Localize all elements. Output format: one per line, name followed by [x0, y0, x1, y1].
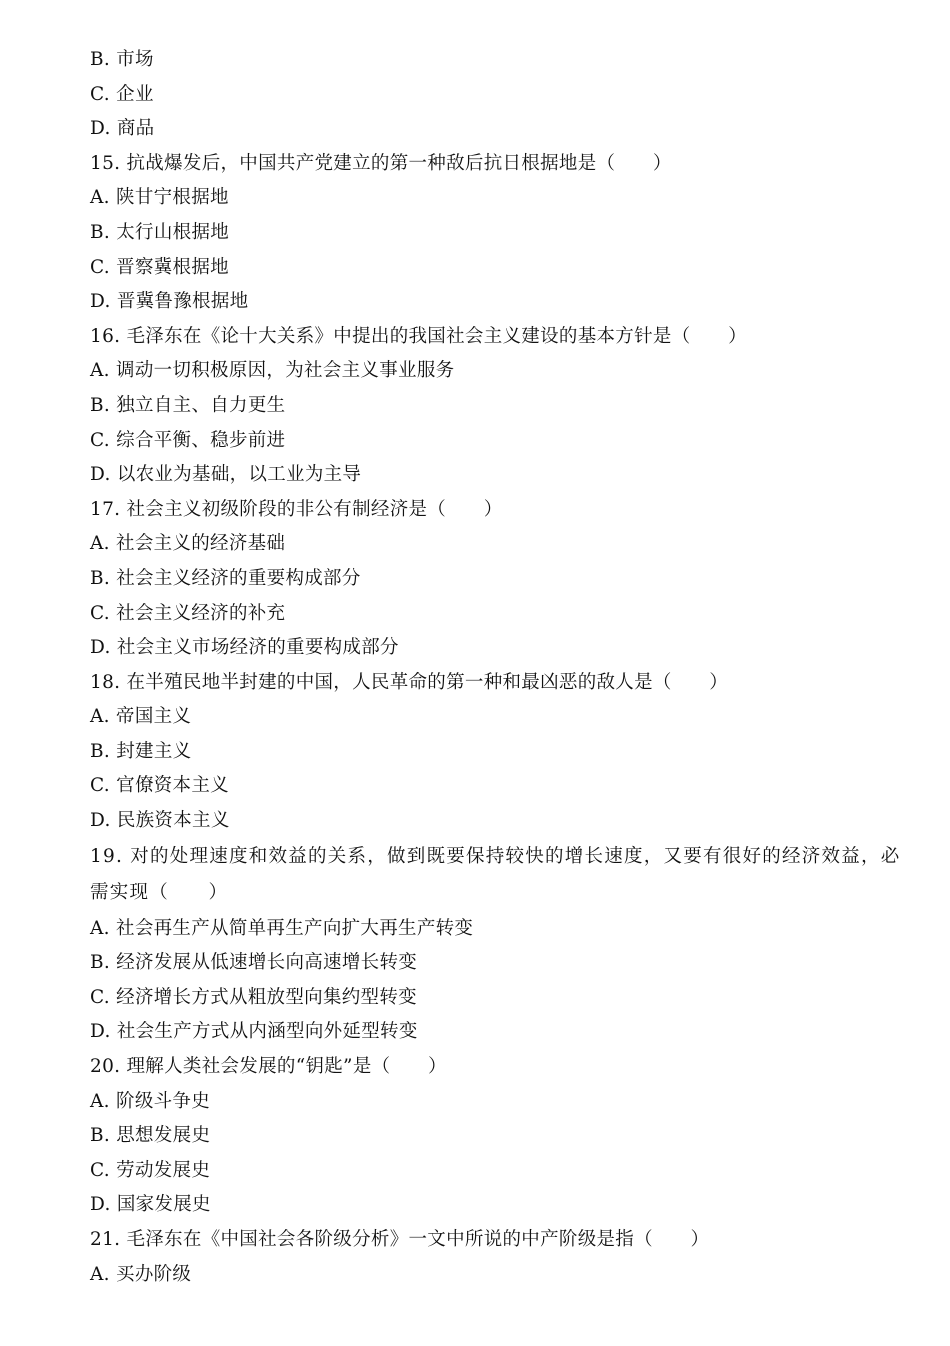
question-stem: 17. 社会主义初级阶段的非公有制经济是（ ） — [90, 498, 503, 520]
answer-option: B. 独立自主、自力更生 — [90, 394, 286, 416]
answer-option: A. 买办阶级 — [90, 1263, 192, 1285]
question-stem: 15. 抗战爆发后，中国共产党建立的第一种敌后抗日根据地是（ ） — [90, 152, 672, 174]
exam-question-list — [90, 43, 912, 1292]
answer-option: A. 社会主义的经济基础 — [90, 533, 286, 555]
question-21 — [90, 1223, 912, 1292]
answer-option: A. 调动一切积极原因，为社会主义事业服务 — [90, 360, 455, 382]
answer-option: A. 阶级斗争史 — [90, 1090, 211, 1112]
question-stem: 20. 理解人类社会发展的“钥匙”是（ ） — [90, 1056, 447, 1078]
option-c-enterprise: C. 企业 — [90, 83, 154, 105]
answer-option: B. 太行山根据地 — [90, 221, 230, 243]
answer-option: B. 社会主义经济的重要构成部分 — [90, 567, 361, 589]
answer-option: B. 经济发展从低速增长向高速增长转变 — [90, 952, 418, 974]
question-19 — [90, 839, 912, 1050]
question-17 — [90, 493, 912, 666]
answer-option: B. 封建主义 — [90, 740, 192, 762]
question-15 — [90, 147, 912, 320]
answer-option: C. 劳动发展史 — [90, 1159, 211, 1181]
question-stem: 18. 在半殖民地半封建的中国，人民革命的第一种和最凶恶的敌人是（ ） — [90, 671, 729, 693]
answer-option: C. 官僚资本主义 — [90, 775, 229, 797]
answer-option: D. 社会生产方式从内涵型向外延型转变 — [90, 1021, 418, 1043]
answer-option: D. 民族资本主义 — [90, 810, 230, 832]
answer-option: C. 晋察冀根据地 — [90, 256, 229, 278]
answer-option: B. 思想发展史 — [90, 1125, 211, 1147]
answer-option: A. 陕甘宁根据地 — [90, 187, 229, 209]
answer-option: D. 国家发展史 — [90, 1194, 211, 1216]
answer-option: A. 帝国主义 — [90, 706, 192, 728]
question-20 — [90, 1050, 912, 1223]
question-stem: 19. 对的处理速度和效益的关系，做到既要保持较快的增长速度，又要有很好的经济效益，必需实现（ ） — [90, 845, 901, 904]
answer-option: C. 社会主义经济的补充 — [90, 602, 286, 624]
question-stem: 21. 毛泽东在《中国社会各阶级分析》一文中所说的中产阶级是指（ ） — [90, 1229, 710, 1250]
answer-option: D. 晋冀鲁豫根据地 — [90, 291, 249, 313]
question-18 — [90, 666, 912, 839]
answer-option: A. 社会再生产从简单再生产向扩大再生产转变 — [90, 917, 474, 939]
answer-option: C. 经济增长方式从粗放型向集约型转变 — [90, 986, 417, 1008]
option-b-market: B. 市场 — [90, 49, 154, 70]
answer-option: D. 以农业为基础，以工业为主导 — [90, 464, 362, 486]
answer-option: C. 综合平衡、稳步前进 — [90, 429, 286, 451]
option-d-commodity: D. 商品 — [90, 118, 155, 140]
answer-option: D. 社会主义市场经济的重要构成部分 — [90, 637, 399, 659]
question-16 — [90, 320, 912, 493]
question-stem: 16. 毛泽东在《论十大关系》中提出的我国社会主义建设的基本方针是（ ） — [90, 325, 747, 347]
